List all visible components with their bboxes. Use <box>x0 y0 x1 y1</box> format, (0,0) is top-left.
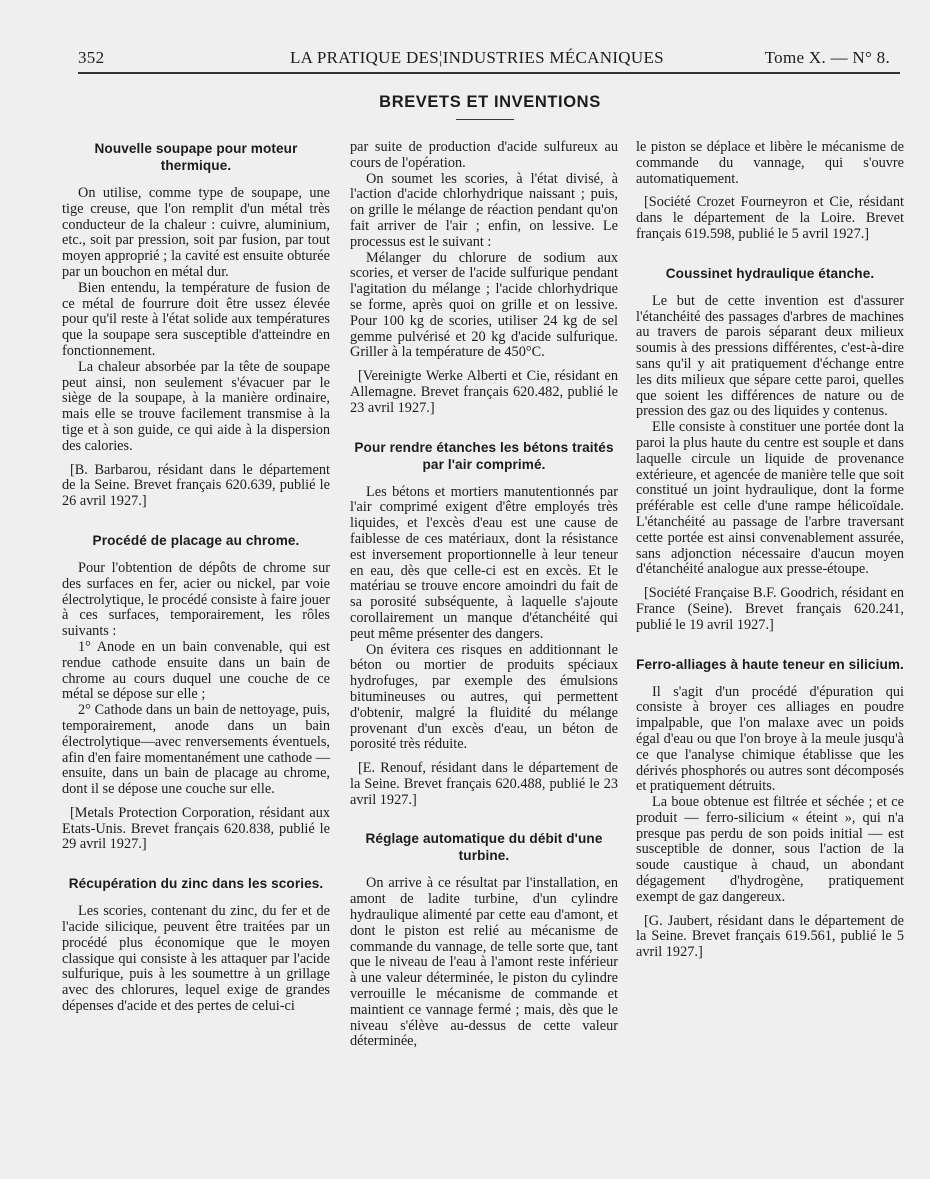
header-rule <box>78 72 900 74</box>
section-title: BREVETS ET INVENTIONS <box>379 93 601 111</box>
article-title: Nouvelle soupape pour moteur thermique. <box>94 141 298 173</box>
paragraph: On arrive à ce résultat par l'installation, en amont de ladite turbine, d'un cylindre hydraulique alimenté par cette eau d'amont, et dont le piston est relié au mécanisme de commande du vannage, de telle sorte que, tant que le niveau de l'eau à l'amont reste inférieur à une valeur déterminée, le piston du cylindre verrouille le mécanisme de commande et maintient ce vannage fermé ; mais, dès que le niveau s'élève au-dessus de cette valeur déterminée, <box>350 875 618 1050</box>
patent-credit: [Metals Protection Corporation, résidant aux Etats-Unis. Brevet français 620.838, publié le 29 avril 1927.] <box>62 804 330 853</box>
paragraph: Pour l'obtention de dépôts de chrome sur des surfaces en fer, acier ou nickel, par voie électrolytique, le procédé consiste à faire jouer à ces surfaces, temporairement, les rôles suivants : <box>62 559 330 640</box>
column-1 <box>62 140 330 1015</box>
patent-credit: [B. Barbarou, résidant dans le département de la Seine. Brevet français 620.639, publié le 26 avril 1927.] <box>62 461 330 510</box>
paragraph: On évitera ces risques en additionnant le béton ou mortier de produits spéciaux hydrofuges, par exemple des émulsions bitumineuses ou autres, qui permettent d'obtenir, malgré la fluidité du mélange provenant d'un excès d'eau, un béton de porosité très réduite. <box>350 641 618 753</box>
patent-credit: [Société Française B.F. Goodrich, résidant en France (Seine). Brevet français 620.241, publié le 19 avril 1927.] <box>636 585 904 633</box>
column-3 <box>636 140 904 961</box>
patent-credit: [Vereinigte Werke Alberti et Cie, résidant en Allemagne. Brevet français 620.482, publié le 23 avril 1927.] <box>350 368 618 416</box>
issue-number: Tome X. — N° 8. <box>764 48 890 67</box>
page-number: 352 <box>78 48 105 67</box>
patent-credit: [G. Jaubert, résidant dans le département de la Seine. Brevet français 619.561, publié le 5 avril 1927.] <box>636 912 904 961</box>
running-head <box>78 46 896 72</box>
paragraph: Les scories, contenant du zinc, du fer et de l'acide silicique, peuvent être traitées par un procédé plus économique que le moyen classique qui consiste à les attaquer par l'acide sulfurique, puis à les soumettre à un grillage avec des chlorures, lequel exige de grandes dépenses d'acide et des pertes de celui-ci <box>62 903 330 1015</box>
paragraph: Elle consiste à constituer une portée dont la paroi la plus haute du centre est souple et dans laquelle circule un liquide de provenance extérieure, et agencée de manière telle que soit constitué un joint hydraulique, dont la forme préférable est celle d'une rampe hélicoïdale. L'étanchéité au passage de l'arbre traversant cette portée est ainsi convenablement assurée, sans adjonction nécessaire d'aucun moyen d'étanchéité analogue aux presse-étoupe. <box>636 419 904 578</box>
paragraph: 2° Cathode dans un bain de nettoyage, puis, temporairement, anode dans un bain électrolytique—avec renversements éventuels, afin d'en faire momentanément une cathode — ensuite, dans un bain de placage au chrome, dont il se dépose une couche sur elle. <box>62 702 330 798</box>
patent-credit: [E. Renouf, résidant dans le département de la Seine. Brevet français 620.488, publié le 23 avril 1927.] <box>350 760 618 808</box>
patent-credit: [Société Crozet Fourneyron et Cie, résidant dans le département de la Loire. Brevet français 619.598, publié le 5 avril 1927.] <box>636 194 904 242</box>
paragraph-continued: par suite de production d'acide sulfureux au cours de l'opération. <box>350 139 618 171</box>
article-title: Réglage automatique du débit d'une turbine. <box>365 831 603 864</box>
paragraph: Le but de cette invention est d'assurer l'étanchéité des passages d'arbres de machines au travers de parois séparant deux milieux soumis à des pressions différentes, c'est-à-dire sans qu'il y ait pratiquement d'échange entre les dits milieux que sépare cette paroi, quelles que soient les différences de nature ou de pression des gaz ou des liquides y contenus. <box>636 292 904 420</box>
article-title: Procédé de placage au chrome. <box>92 532 300 548</box>
column-2 <box>350 140 618 1050</box>
paragraph: Les bétons et mortiers manutentionnés par l'air comprimé exigent d'être employés très liquides, et l'excès d'eau est une cause de faiblesse de ces matériaux, dont la résistance est inversement proportionnelle à leur teneur en eau, dès que celle-ci est en excès. Et le matériau se trouve encore amoindri du fait de sa porosité subséquente, à laquelle s'ajoute corollairement un manque d'étanchéité qui peut même présenter des dangers. <box>350 483 618 642</box>
paragraph: Mélanger du chlorure de sodium aux scories, et verser de l'acide sulfurique pendant l'agitation du mélange ; l'acide chlorhydrique se forme, après quoi on grille et on lessive. Pour 100 kg de scories, utiliser 24 kg de sel gemme pulvérisé et 20 kg d'acide sulfurique. Griller à la température de 450°C. <box>350 249 618 361</box>
section-title-rule <box>456 119 514 120</box>
journal-title: LA PRATIQUE DES¦INDUSTRIES MÉCANIQUES <box>290 48 664 67</box>
paragraph: On utilise, comme type de soupape, une tige creuse, que l'on remplit d'un métal très conducteur de la chaleur : cuivre, aluminium, etc., soit par pression, soit par fusion, par tout moyen approprié ; la cavité est ensuite obturée par un bouchon en métal dur. <box>62 185 330 280</box>
paragraph: Il s'agit d'un procédé d'épuration qui consiste à broyer ces alliages en poudre impalpable, que l'on malaxe avec un poids égal d'eau ou que l'on broye à la meule jusqu'à ce que l'analyse chimique établisse que les dérivés phosphorés ou autres sont décomposés et pratiquement détruits. <box>636 683 904 795</box>
paragraph: 1° Anode en un bain convenable, qui est rendue cathode ensuite dans un bain de chrome au cours duquel une couche de ce métal se dépose sur elle ; <box>62 638 330 703</box>
article-title: Ferro-alliages à haute teneur en silicium. <box>636 656 904 672</box>
article-title: Pour rendre étanches les bétons traités par l'air comprimé. <box>354 439 614 472</box>
article-title: Coussinet hydraulique étanche. <box>665 265 875 281</box>
paragraph-continued: le piston se déplace et libère le mécanisme de commande du vannage, qui s'ouvre automatiquement. <box>636 139 904 187</box>
article-title: Récupération du zinc dans les scories. <box>68 876 324 892</box>
paragraph: On soumet les scories, à l'état divisé, à l'action d'acide chlorhydrique naissant ; puis, on grille le mélange de réaction pendant qu'on fait arriver de l'air ; enfin, on lessive. Le processus est le suivant : <box>350 170 618 250</box>
paragraph: La chaleur absorbée par la tête de soupape peut ainsi, non seulement s'évacuer par le siège de la soupape, à la manière ordinaire, mais elle se trouve facilement transmise à la tige et à son guide, ce qui aide à la dispersion des calories. <box>62 358 330 454</box>
paragraph: La boue obtenue est filtrée et séchée ; et ce produit — ferro-silicium « éteint », qui n'a presque pas perdu de son poids initial — est susceptible de donner, sous l'action de la soude caustique à chaud, un abondant dégagement d'hydrogène, pratiquement exempt de gaz dangereux. <box>636 794 904 905</box>
paragraph: Bien entendu, la température de fusion de ce métal de fourrure doit être ussez élevée pour qu'il reste à l'état solide aux températures que la soupape sera susceptible d'atteindre en fonctionnement. <box>62 279 330 359</box>
